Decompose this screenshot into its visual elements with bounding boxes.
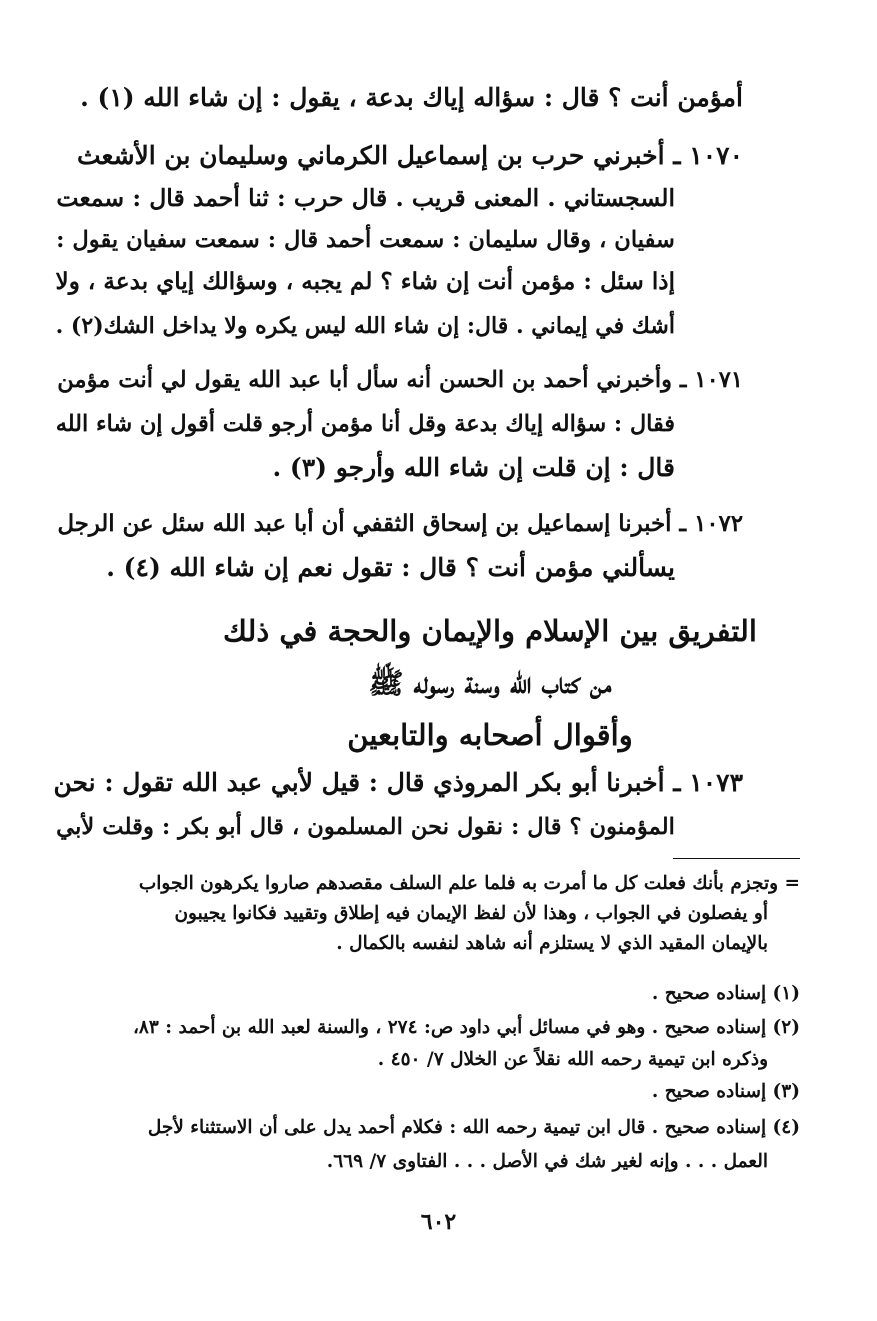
entry-first-line: ١٠٧٠ ـ أخبرني حرب بن إسماعيل الكرماني وسليمان بن الأشعث xyxy=(76,141,743,170)
text-line: السجستاني . المعنى قريب . قال حرب : ثنا أحمد قال : سمعت xyxy=(56,184,675,212)
entry-first-line: ١٠٧٢ ـ أخبرنا إسماعيل بن إسحاق الثقفي أن أبا عبد الله سئل عن الرجل xyxy=(57,511,743,537)
heading-line: التفريق بين الإسلام والإيمان والحجة في ذلك xyxy=(223,614,757,648)
footnote-1: (١) إسناده صحيح . xyxy=(651,983,800,1004)
footnote-3: (٣) إسناده صحيح . xyxy=(651,1081,800,1102)
page-number: ٦٠٢ xyxy=(420,1209,457,1235)
text-line: فقال : سؤاله إياك بدعة وقل أنا مؤمن أرجو قلت أقول إن شاء الله xyxy=(55,411,675,437)
text-line: إذا سئل : مؤمن أنت إن شاء ؟ لم يجبه ، وسؤالك إياي بدعة ، ولا xyxy=(55,268,675,295)
text-line: يسألني مؤمن أنت ؟ قال : تقول نعم إن شاء الله (٤) . xyxy=(106,553,675,582)
footnote-2-line: وذكره ابن تيمية رحمه الله نقلاً عن الخلال ٧/ ٤٥٠ . xyxy=(377,1049,768,1070)
text-line: سفيان ، وقال سليمان : سمعت أحمد قال : سمعت سفيان يقول : xyxy=(56,227,675,253)
footnote-continuation-line: أو يفصلون في الجواب ، وهذا لأن لفظ الإيمان فيه إطلاق وتقييد فكانوا يجيبون xyxy=(174,903,768,924)
text-line: أشك في إيماني . قال: إن شاء الله ليس يكره ولا يداخل الشك(٢) . xyxy=(55,313,675,339)
footnote-separator xyxy=(673,858,800,859)
heading-line: وأقوال أصحابه والتابعين xyxy=(347,718,633,752)
footnote-4-line: العمل . . . وإنه لغير شك في الأصل . . . الفتاوى ٧/ ٦٦٩. xyxy=(326,1151,768,1172)
entry-first-line: ١٠٧٣ ـ أخبرنا أبو بكر المروذي قال : قيل لأبي عبد الله تقول : نحن xyxy=(53,768,743,797)
text-line: قال : إن قلت إن شاء الله وأرجو (٣) . xyxy=(272,453,675,482)
footnote-2: (٢) إسناده صحيح . وهو في مسائل أبي داود ص: ٢٧٤ ، والسنة لعبد الله بن أحمد : ٨٣، xyxy=(132,1017,800,1038)
text-line: أمؤمن أنت ؟ قال : سؤاله إياك بدعة ، يقول : إن شاء الله (١) . xyxy=(80,83,743,112)
footnote-continuation-line: بالإيمان المقيد الذي لا يستلزم أنه شاهد لنفسه بالكمال . xyxy=(336,933,768,954)
footnote-4: (٤) إسناده صحيح . قال ابن تيمية رحمه الله : فكلام أحمد يدل على أن الاستثناء لأجل xyxy=(147,1117,800,1138)
footnote-continuation-line: = وتجزم بأنك فعلت كل ما أمرت به فلما علم السلف مقصدهم صاروا يكرهون الجواب xyxy=(138,873,800,894)
entry-first-line: ١٠٧١ ـ وأخبرني أحمد بن الحسن أنه سأل أبا عبد الله يقول لي أنت مؤمن xyxy=(57,367,743,393)
text-line: المؤمنون ؟ قال : نقول نحن المسلمون ، قال أبو بكر : وقلت لأبي xyxy=(56,814,675,840)
heading-line: من كتاب الله وسنة رسوله ﷺ xyxy=(368,666,612,700)
